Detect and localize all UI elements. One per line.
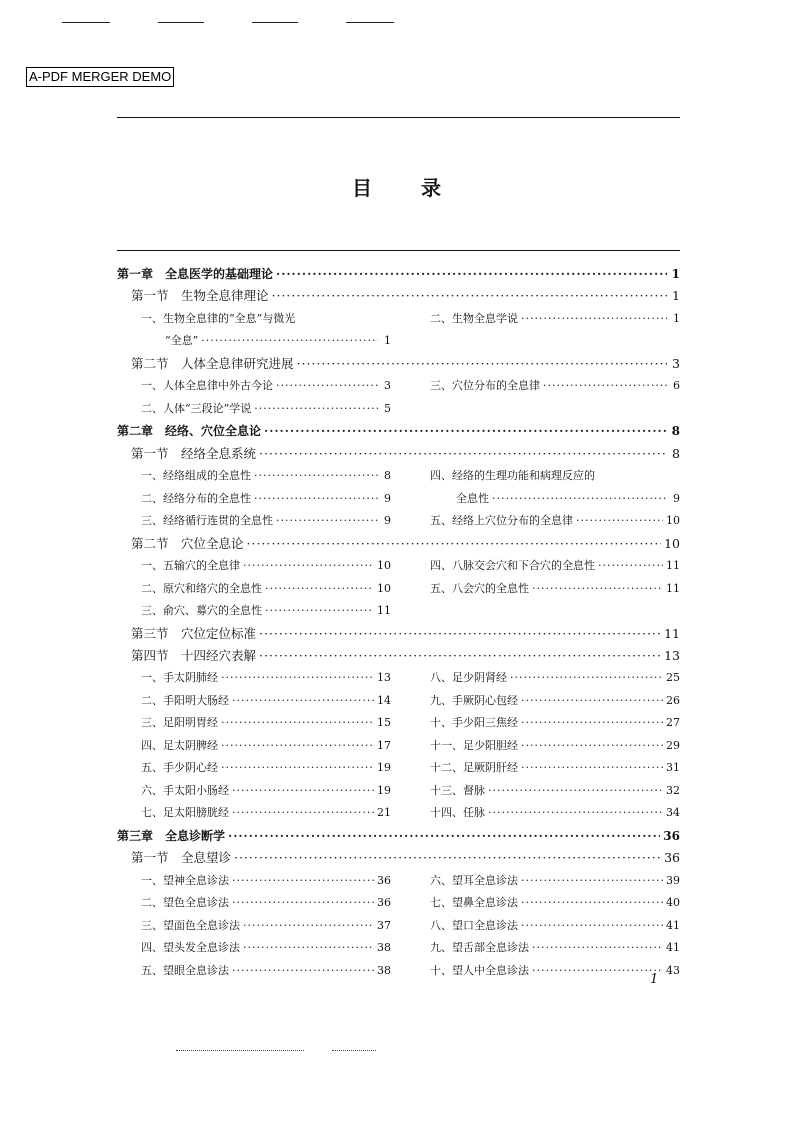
toc-entry-page: 11 [664, 625, 680, 641]
toc-entry-page: 27 [666, 716, 680, 730]
toc-dot-leader [576, 510, 663, 532]
toc-entry [141, 308, 391, 330]
toc-dot-leader [276, 263, 667, 285]
toc-entry-page: 1 [384, 334, 391, 348]
toc-entry-label: 第一章 全息医学的基础理论 [117, 267, 274, 281]
toc-entry-page: 41 [666, 918, 680, 932]
toc-entry-label: 十一、足少阳胆经 [430, 738, 518, 752]
toc-entry [430, 937, 680, 959]
toc-dot-leader [521, 915, 663, 937]
toc-entry [430, 712, 680, 734]
toc-entry [430, 308, 680, 330]
header-rule [117, 117, 680, 118]
toc-entry-page: 37 [377, 918, 391, 932]
toc-entry-label: 六、望耳全息诊法 [430, 873, 518, 887]
toc-entry-page: 1 [673, 311, 680, 325]
toc-entry-label: 四、望头发全息诊法 [141, 941, 240, 955]
toc-dot-leader [521, 690, 663, 712]
watermark: A-PDF MERGER DEMO [26, 67, 174, 87]
toc-entry-label: 第二节 人体全息律研究进展 [131, 355, 294, 371]
toc-entry-page: 38 [377, 963, 391, 977]
toc-entry [430, 870, 680, 892]
toc-entry-label: 五、望眼全息诊法 [141, 963, 229, 977]
toc-entry-page: 5 [384, 401, 391, 415]
toc-entry [430, 667, 680, 689]
toc-entry [141, 578, 391, 600]
toc-entry-page: 32 [666, 783, 680, 797]
page-title-left: 目 [352, 176, 372, 200]
toc-entry-label: 一、五输穴的全息律 [141, 559, 240, 573]
toc-entry [430, 465, 680, 487]
toc-entry-label: 四、经络的生理功能和病理反应的 [430, 469, 595, 483]
toc-entry-label: 十二、足厥阴肝经 [430, 761, 518, 775]
toc-entry [430, 802, 680, 824]
toc-entry-label: 三、经络循行连贯的全息性 [141, 514, 273, 528]
toc-entry-label: 第二章 经络、穴位全息论 [117, 424, 262, 439]
toc-entry [141, 870, 391, 892]
toc-entry-page: 6 [673, 379, 680, 393]
toc-dot-leader [232, 802, 374, 824]
toc-entry-label: 十四、任脉 [430, 806, 485, 820]
toc-entry-label: 二、生物全息学说 [430, 311, 518, 325]
toc-entry-label: 第三章 全息诊断学 [117, 828, 226, 843]
toc-entry-page: 21 [377, 806, 391, 820]
toc-dot-leader [232, 870, 374, 892]
toc-entry [430, 892, 680, 914]
toc-dot-leader [221, 757, 374, 779]
toc-entry [131, 353, 680, 375]
toc-dot-leader [532, 578, 663, 600]
toc-entry [141, 465, 391, 487]
toc-entry-label: 七、望鼻全息诊法 [430, 896, 518, 910]
page-title-right: 录 [421, 176, 441, 200]
toc-entry-page: 8 [672, 445, 680, 461]
toc-entry-page: 10 [666, 514, 680, 528]
toc-entry-label: 全息性 [456, 491, 489, 505]
toc-entry [141, 375, 391, 397]
toc-entry [131, 645, 680, 667]
toc-entry-label: 七、足太阳膀胱经 [141, 806, 229, 820]
toc-entry-page: 10 [664, 535, 680, 551]
toc-dot-leader [532, 937, 663, 959]
toc-entry-label: 十、望人中全息诊法 [430, 963, 529, 977]
toc-dot-leader [264, 420, 667, 442]
toc-dot-leader [521, 757, 663, 779]
toc-dot-leader [259, 623, 661, 645]
toc-entry-page: 34 [666, 806, 680, 820]
toc-entry [430, 960, 680, 982]
toc-entry-label: 第三节 穴位定位标准 [131, 625, 257, 641]
toc-entry-page: 13 [664, 647, 680, 663]
toc-entry-label: 二、人体“三段论”学说 [141, 401, 252, 415]
toc-entry [430, 510, 680, 532]
toc-entry-page: 1 [671, 267, 680, 281]
toc-entry-page: 39 [666, 873, 680, 887]
toc-dot-leader [221, 712, 374, 734]
toc-entry-label: 二、望色全息诊法 [141, 896, 229, 910]
toc-entry [117, 825, 680, 847]
toc-dot-leader [254, 488, 378, 510]
toc-dot-leader [598, 555, 663, 577]
toc-entry [141, 488, 391, 510]
toc-entry [141, 780, 391, 802]
toc-entry [141, 690, 391, 712]
toc-entry-label: 九、望舌部全息诊法 [430, 941, 529, 955]
toc-entry-label: 第一节 生物全息律理论 [131, 288, 269, 304]
toc-entry-page: 17 [377, 738, 391, 752]
toc-entry-page: 8 [671, 424, 680, 439]
toc-entry-page: 14 [377, 693, 391, 707]
toc-dot-leader [243, 937, 374, 959]
toc-entry-label: 三、足阳明胃经 [141, 716, 218, 730]
toc-entry [430, 780, 680, 802]
scan-mark-top [252, 22, 298, 23]
toc-entry [141, 555, 391, 577]
toc-dot-leader [247, 533, 662, 555]
toc-entry-label: “全息” [165, 334, 199, 348]
toc-entry [141, 960, 391, 982]
toc-entry-label: 一、望神全息诊法 [141, 873, 229, 887]
toc-entry [430, 690, 680, 712]
toc-entry [165, 330, 391, 352]
toc-entry-page: 8 [384, 469, 391, 483]
toc-entry [430, 757, 680, 779]
toc-entry-label: 三、穴位分布的全息律 [430, 379, 540, 393]
toc-entry-label: 二、原穴和络穴的全息性 [141, 581, 262, 595]
toc-entry-label: 第一节 全息望诊 [131, 850, 232, 866]
toc-entry-page: 43 [666, 963, 680, 977]
toc-dot-leader [259, 645, 661, 667]
toc-entry-page: 9 [673, 491, 680, 505]
toc-entry-label: 二、手阳明大肠经 [141, 693, 229, 707]
toc-entry-label: 十三、督脉 [430, 783, 485, 797]
toc-entry-page: 9 [384, 491, 391, 505]
toc-entry-page: 40 [666, 896, 680, 910]
toc-entry-page: 10 [377, 559, 391, 573]
scan-mark-top [62, 22, 110, 23]
toc-entry-page: 15 [377, 716, 391, 730]
toc-entry [430, 735, 680, 757]
toc-entry-page: 19 [377, 783, 391, 797]
toc-entry [141, 802, 391, 824]
toc-entry-label: 八、望口全息诊法 [430, 918, 518, 932]
toc-entry [430, 375, 680, 397]
toc-entry [141, 712, 391, 734]
toc-entry-label: 三、俞穴、募穴的全息性 [141, 604, 262, 618]
toc-dot-leader [228, 825, 660, 847]
toc-entry-label: 十、手少阳三焦经 [430, 716, 518, 730]
toc-entry [131, 533, 680, 555]
toc-dot-leader [243, 555, 374, 577]
toc-entry [141, 915, 391, 937]
toc-entry-label: 第一节 经络全息系统 [131, 445, 257, 461]
scan-mark-top [158, 22, 204, 23]
toc-entry-page: 9 [384, 514, 391, 528]
toc-entry-page: 10 [377, 581, 391, 595]
toc-dot-leader [232, 780, 374, 802]
toc-entry [131, 443, 680, 465]
toc-entry-page: 31 [666, 761, 680, 775]
toc-dot-leader [272, 285, 667, 307]
toc-entry-page: 3 [672, 355, 680, 371]
toc-dot-leader [488, 802, 663, 824]
toc-dot-leader [276, 375, 378, 397]
toc-dot-leader [265, 578, 374, 600]
toc-dot-leader [276, 510, 378, 532]
toc-entry-label: 一、手太阴肺经 [141, 671, 218, 685]
toc-entry [141, 667, 391, 689]
toc-entry-label: 第四节 十四经穴表解 [131, 647, 257, 663]
toc-dot-leader [234, 847, 661, 869]
toc-entry-label: 第二节 穴位全息论 [131, 535, 244, 551]
toc-dot-leader [201, 330, 378, 352]
toc-entry-page: 11 [666, 581, 680, 595]
toc-dot-leader [521, 735, 663, 757]
toc-entry-page: 26 [666, 693, 680, 707]
toc-entry-label: 六、手太阳小肠经 [141, 783, 229, 797]
toc-dot-leader [254, 465, 378, 487]
toc-entry-page: 11 [666, 559, 680, 573]
page-title [300, 172, 493, 202]
toc-entry-page: 41 [666, 941, 680, 955]
toc-dot-leader [254, 398, 378, 420]
toc-dot-leader [232, 892, 374, 914]
toc-dot-leader [510, 667, 663, 689]
page-number: 1 [650, 972, 659, 987]
toc-entry-label: 三、望面色全息诊法 [141, 918, 240, 932]
toc-entry-label: 二、经络分布的全息性 [141, 491, 251, 505]
toc-entry [141, 892, 391, 914]
toc-entry-label: 五、手少阴心经 [141, 761, 218, 775]
toc-entry [141, 757, 391, 779]
toc-dot-leader [297, 353, 667, 375]
scan-mark-top [346, 22, 394, 23]
toc-entry-label: 一、经络组成的全息性 [141, 469, 251, 483]
toc-entry-page: 36 [664, 850, 680, 866]
toc-entry-page: 19 [377, 761, 391, 775]
toc-entry-page: 38 [377, 941, 391, 955]
toc-entry-page: 3 [384, 379, 391, 393]
toc-entry-page: 36 [377, 896, 391, 910]
toc-entry [141, 937, 391, 959]
toc-entry-label: 八、足少阴肾经 [430, 671, 507, 685]
toc-dot-leader [259, 443, 667, 465]
toc-dot-leader [521, 308, 667, 330]
toc-dot-leader [232, 960, 374, 982]
toc-dot-leader [488, 780, 663, 802]
toc-dot-leader [232, 690, 374, 712]
toc-entry [430, 578, 680, 600]
toc-entry-label: 五、八会穴的全息性 [430, 581, 529, 595]
toc-entry [131, 285, 680, 307]
toc-entry [131, 847, 680, 869]
scan-mark-bottom [176, 1050, 304, 1051]
toc-entry [456, 488, 680, 510]
toc-entry-label: 四、足太阴脾经 [141, 738, 218, 752]
toc-dot-leader [543, 375, 667, 397]
toc-dot-leader [243, 915, 374, 937]
toc-dot-leader [521, 892, 663, 914]
toc-entry-label: 四、八脉交会穴和下合穴的全息性 [430, 559, 595, 573]
toc-entry-page: 25 [666, 671, 680, 685]
toc-entry-page: 36 [377, 873, 391, 887]
toc-dot-leader [265, 600, 374, 622]
toc-entry [430, 915, 680, 937]
toc-dot-leader [492, 488, 667, 510]
toc-dot-leader [521, 712, 663, 734]
toc-entry [141, 735, 391, 757]
toc-dot-leader [521, 870, 663, 892]
toc-entry [141, 600, 391, 622]
toc-entry-page: 29 [666, 738, 680, 752]
scan-mark-bottom [332, 1050, 376, 1051]
toc-entry-label: 一、人体全息律中外古今论 [141, 379, 273, 393]
toc-dot-leader [532, 960, 663, 982]
toc-entry-page: 36 [663, 828, 680, 843]
toc-entry-page: 1 [672, 288, 680, 304]
title-rule [117, 250, 680, 251]
toc-entry [117, 420, 680, 442]
toc-dot-leader [221, 735, 374, 757]
toc-entry-label: 一、生物全息律的“全息”与微光 [141, 311, 296, 325]
toc-dot-leader [221, 667, 374, 689]
toc-entry-page: 13 [377, 671, 391, 685]
toc-entry-label: 九、手厥阴心包经 [430, 693, 518, 707]
toc-entry [141, 398, 391, 420]
toc-entry-page: 11 [377, 604, 391, 618]
toc-entry-label: 五、经络上穴位分布的全息律 [430, 514, 573, 528]
toc-entry [430, 555, 680, 577]
toc-entry [117, 263, 680, 285]
toc-entry [131, 623, 680, 645]
toc-entry [141, 510, 391, 532]
